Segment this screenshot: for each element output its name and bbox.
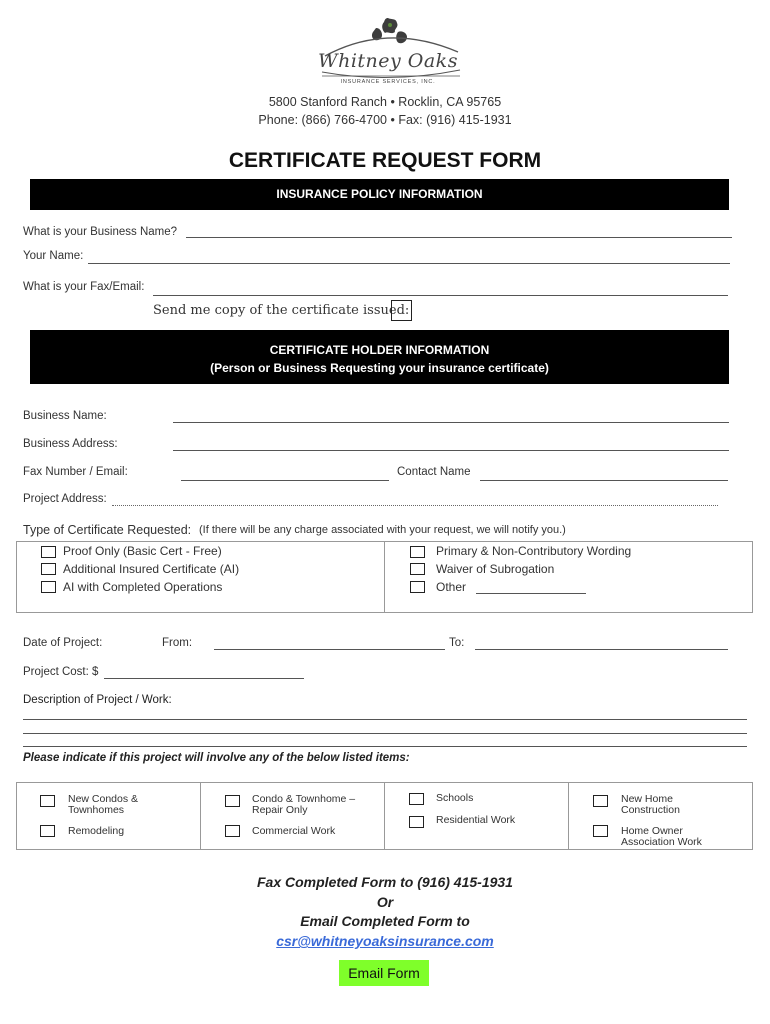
holder-business-address-field[interactable] xyxy=(173,450,729,451)
waiver-subrogation-checkbox[interactable] xyxy=(410,563,425,575)
logo-subtext: INSURANCE SERVICES, INC. xyxy=(340,79,436,85)
project-cost-label: Project Cost: $ xyxy=(23,666,99,678)
condo-repair-text: Condo & Townhome – Repair Only xyxy=(252,793,356,816)
logo-text: Whitney Oaks xyxy=(318,50,458,72)
schools-label: Schools xyxy=(436,792,474,804)
your-name-field[interactable] xyxy=(88,263,730,264)
to-label: To: xyxy=(449,637,465,649)
indicate-items-label: Please indicate if this project will involve any of the below listed items: xyxy=(23,752,410,764)
new-home-construction-label xyxy=(621,794,680,816)
new-condos-label xyxy=(68,794,138,816)
description-line-1[interactable] xyxy=(23,719,747,720)
description-line-3[interactable] xyxy=(23,746,747,747)
other-checkbox[interactable] xyxy=(410,581,425,593)
waiver-subrogation-label: Waiver of Subrogation xyxy=(436,562,555,576)
proof-only-checkbox[interactable] xyxy=(41,546,56,558)
holder-heading-line2: (Person or Business Requesting your insurance certificate) xyxy=(210,361,549,375)
from-date-field[interactable] xyxy=(214,649,445,650)
remodeling-label: Remodeling xyxy=(68,825,125,837)
holder-business-address-label: Business Address: xyxy=(23,438,118,450)
new-home-construction-checkbox[interactable] xyxy=(593,795,608,807)
company-address: 5800 Stanford Ranch • Rocklin, CA 95765 xyxy=(268,95,502,109)
items-divider-3 xyxy=(568,782,569,850)
company-phone: Phone: (866) 766-4700 • Fax: (916) 415-1931 xyxy=(258,113,512,127)
remodeling-checkbox[interactable] xyxy=(40,825,55,837)
items-divider-1 xyxy=(200,782,201,850)
residential-work-label: Residential Work xyxy=(436,814,516,826)
description-label: Description of Project / Work: xyxy=(23,694,172,706)
from-label: From: xyxy=(162,637,193,649)
condo-repair-checkbox[interactable] xyxy=(225,795,240,807)
hoa-work-checkbox[interactable] xyxy=(593,825,608,837)
proof-only-label: Proof Only (Basic Cert - Free) xyxy=(63,544,222,558)
cert-type-divider xyxy=(384,541,385,613)
ai-completed-ops-checkbox[interactable] xyxy=(41,581,56,593)
additional-insured-label: Additional Insured Certificate (AI) xyxy=(63,562,240,576)
condo-repair-label xyxy=(252,794,355,816)
send-copy-checkbox[interactable] xyxy=(391,300,412,321)
your-name-label: Your Name: xyxy=(23,250,84,262)
primary-noncontributory-label: Primary & Non-Contributory Wording xyxy=(436,544,632,558)
project-address-field[interactable] xyxy=(112,505,718,506)
or-text: Or xyxy=(376,894,394,910)
page-title: CERTIFICATE REQUEST FORM xyxy=(228,149,542,172)
fax-email-field[interactable] xyxy=(153,295,728,296)
cert-type-note: (If there will be any charge associated with your request, we will notify you.) xyxy=(199,524,566,536)
business-name-label: What is your Business Name? xyxy=(23,226,178,238)
hoa-work-text: Home Owner Association Work xyxy=(621,825,702,848)
additional-insured-checkbox[interactable] xyxy=(41,563,56,575)
email-link[interactable]: csr@whitneyoaksinsurance.com xyxy=(276,933,494,949)
project-cost-field[interactable] xyxy=(104,678,304,679)
fax-instruction: Fax Completed Form to (916) 415-1931 xyxy=(257,874,513,890)
other-field[interactable] xyxy=(476,593,586,594)
fax-email-label: What is your Fax/Email: xyxy=(23,281,145,293)
items-divider-2 xyxy=(384,782,385,850)
commercial-work-label: Commercial Work xyxy=(252,825,336,837)
email-instruction: Email Completed Form to xyxy=(300,913,470,929)
hoa-work-label xyxy=(621,826,702,848)
schools-checkbox[interactable] xyxy=(409,793,424,805)
new-condos-checkbox[interactable] xyxy=(40,795,55,807)
primary-noncontributory-checkbox[interactable] xyxy=(410,546,425,558)
date-of-project-label: Date of Project: xyxy=(23,637,103,649)
holder-business-name-field[interactable] xyxy=(173,422,729,423)
holder-heading-line1: CERTIFICATE HOLDER INFORMATION xyxy=(269,343,490,357)
contact-name-field[interactable] xyxy=(480,480,728,481)
to-date-field[interactable] xyxy=(475,649,728,650)
commercial-work-checkbox[interactable] xyxy=(225,825,240,837)
new-condos-text: New Condos & Townhomes xyxy=(68,793,139,816)
holder-business-name-label: Business Name: xyxy=(23,410,107,422)
policy-section-heading: INSURANCE POLICY INFORMATION xyxy=(30,179,729,210)
email-form-button[interactable]: Email Form xyxy=(339,960,429,986)
holder-fax-email-field[interactable] xyxy=(181,480,389,481)
new-home-construction-text: New Home Construction xyxy=(621,793,680,816)
contact-name-label: Contact Name xyxy=(397,466,471,478)
ai-completed-ops-label: AI with Completed Operations xyxy=(63,580,223,594)
residential-work-checkbox[interactable] xyxy=(409,816,424,828)
send-copy-label: Send me copy of the certificate issued: xyxy=(153,303,410,318)
business-name-field[interactable] xyxy=(186,237,732,238)
project-address-label: Project Address: xyxy=(23,493,107,505)
holder-section-heading xyxy=(30,330,729,384)
cert-type-label: Type of Certificate Requested: xyxy=(23,523,192,537)
holder-fax-email-label: Fax Number / Email: xyxy=(23,466,128,478)
description-line-2[interactable] xyxy=(23,733,747,734)
other-label: Other xyxy=(436,580,467,594)
